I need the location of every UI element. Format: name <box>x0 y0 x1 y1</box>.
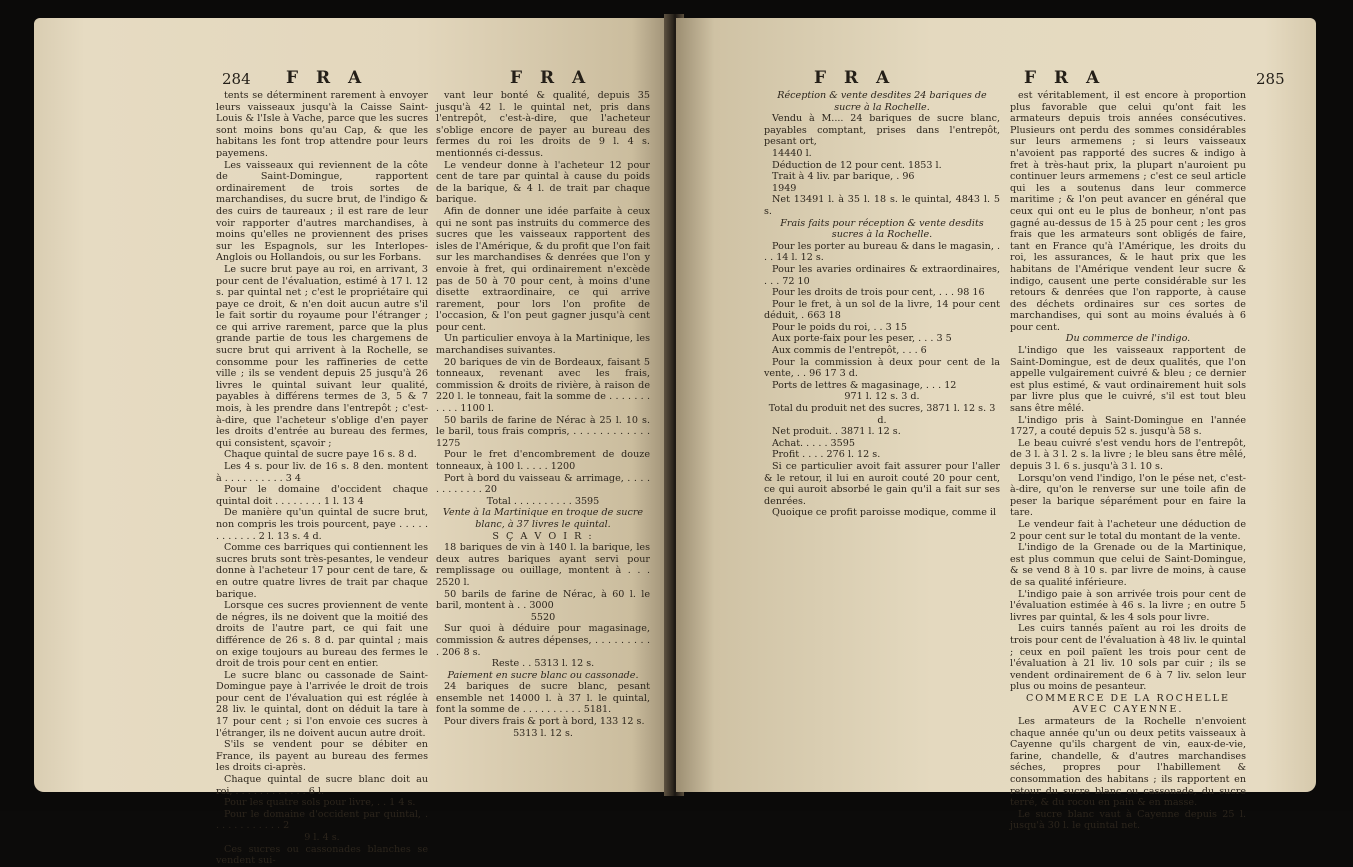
text-line: 14440 l. <box>772 147 812 159</box>
text-line: Lorsque ces sucres proviennent de vente de négres, ils ne doivent que la moitié des droits de l'autre part, ce qui fait une différence de 26 s. 8 d. par quintal ; mais on exige toujours au bureau des fermes le droit de trois pour cent en entier. <box>216 600 428 670</box>
text-line: Vendu à M.... 24 bariques de sucre blanc, payables comptant, prises dans l'entrepôt, pesant ort, <box>764 113 1000 148</box>
text-line: Un particulier envoya à la Martinique, les marchandises suivantes. <box>436 333 650 357</box>
text-line: 5313 l. 12 s. <box>513 727 573 739</box>
text-line: Pour le fret, à un sol de la livre, 14 pour cent déduit, . 663 18 <box>764 298 1000 322</box>
text-line: Profit . . . . 276 l. 12 s. <box>772 449 881 461</box>
text-line: Pour le fret d'encombrement de douze tonneaux, à 100 l. . . . . 1200 <box>436 449 650 472</box>
text-line: Net 13491 l. à 35 l. 18 s. le quintal, 4843 l. 5 s. <box>764 194 1000 217</box>
text-line: Chaque quintal de sucre paye 16 s. 8 d. <box>224 449 417 461</box>
text-line: 50 barils de farine de Nérac à 25 l. 10 s. le baril, tous frais compris, . . . . . . . . . . . . 1275 <box>436 414 650 449</box>
text-line: Sur quoi à déduire pour magasinage, commission & autres dépenses, . . . . . . . . . . 206 8 s. <box>436 623 650 658</box>
text-line: Pour les droits de trois pour cent, . . . 98 16 <box>772 287 985 299</box>
text-line: Le vendeur donne à l'acheteur 12 pour cent de tare par quintal à cause du poids de la barique, & 4 l. de trait par chaque barique. <box>436 159 650 206</box>
text-line: Le sucre blanc vaut à Cayenne depuis 25 l. jusqu'à 30 l. le quintal net. <box>1010 808 1246 832</box>
text-line: Les cuirs tannés païent au roi les droits de trois pour cent de l'évaluation à 48 liv. le quintal ; ceux en poil païent les trois pour cent de l'évaluation à 21 liv. 10 sols par cuir ; ils se vendent ordinairement de 6 à 7 liv. selon leur plus ou moins de pesanteur. <box>1010 623 1246 693</box>
text-line: Net produit. . 3871 l. 12 s. <box>772 426 901 438</box>
text-line: Trait à 4 liv. par barique, . 96 <box>772 171 915 183</box>
left-page-column-2 <box>436 90 650 739</box>
left-page <box>34 18 670 867</box>
text-line: Les armateurs de la Rochelle n'envoient chaque année qu'un ou deux petits vaisseaux à Cayenne qu'ils chargent de vin, eaux-de-vie, farine, chandelle, & d'autres marchandises séches, propres pour l'habillement & consommation des habitans ; ils rapportent en retour du sucre blanc ou cassonade, du sucre terré, & du rocou en pain & en masse. <box>1010 716 1246 809</box>
right-page-column-1 <box>764 90 1000 519</box>
left-page-column-1 <box>216 90 428 867</box>
text-line: Lorsqu'on vend l'indigo, l'on le pése net, c'est-à-dire, qu'on le renverse sur une toile afin de peser la barique séparément pour en faire la tare. <box>1010 472 1246 519</box>
text-line: Le sucre blanc ou cassonade de Saint-Domingue paye à l'arrivée le droit de trois pour cent de l'évaluation qui est réglée à 28 liv. le quintal, dont on déduit la tare à 17 pour cent ; si l'on envoie ces sucres à l'étranger, ils ne doivent aucun autre droit. <box>216 669 428 739</box>
text-line: est véritablement, il est encore à proportion plus favorable que celui qu'ont fait les armateurs depuis trois années consécutives. Plusieurs ont perdu des sommes considérables sur leurs armemens ; si leurs vaisseaux n'avoient pas rapporté des sucres & indigo à fret à très-haut prix, la plupart n'auroient pu continuer leurs armemens ; c'est ce seul article qui les a soutenus dans leur commerce maritime ; & l'on peut avancer en général que ceux qui ont eu le plus de bonheur, n'ont pas gagné au-dessus de 15 à 25 pour cent ; les gros frais que les armateurs sont obligés de faire, tant en France qu'à l'Amérique, les droits du roi, les assurances, & le haut prix que les habitans de l'Amérique vendent leur sucre & indigo, causent une perte considérable sur les retours & denrées que l'on rapporte, à cause des déchets ordinaires sur ces sortes de marchandises, qui sont au moins évalués à 6 pour cent. <box>1010 90 1246 333</box>
text-line: Pour les avaries ordinaires & extraordinaires, . . . 72 10 <box>764 263 1000 287</box>
text-line: L'indigo que les vaisseaux rapportent de Saint-Domingue, est de deux qualités, que l'on appelle vulgairement cuivré & bleu ; ce dernier est plus estimé, & vaut ordinairement huit sols par livre plus que le cuivré, s'il est tout bleu sans être mêlé. <box>1010 345 1246 415</box>
text-line: Ces sucres ou cassonades blanches se vendent sui- <box>216 843 428 867</box>
text-line: Paiement en sucre blanc ou cassonade. <box>447 669 639 681</box>
text-line: Achat. . . . . 3595 <box>772 437 855 449</box>
text-line: 9 l. 4 s. <box>304 832 340 843</box>
right-page <box>676 18 1316 832</box>
text-line: Le vendeur fait à l'acheteur une déduction de 2 pour cent sur le total du montant de la vente. <box>1010 518 1246 542</box>
header-right-col1: F R A <box>814 68 896 88</box>
text-line: Aux porte-faix pour les peser, . . . 3 5 <box>772 333 952 345</box>
text-line: Reste . . 5313 l. 12 s. <box>491 658 595 670</box>
text-line: vant leur bonté & qualité, depuis 35 jusqu'à 42 l. le quintal net, pris dans l'entrepôt, c'est-à-dire, que l'acheteur s'oblige encore de payer au bureau des fermes du roi les droits de 9 l. 4 s. mentionnés ci-dessus. <box>436 90 650 159</box>
text-line: Déduction de 12 pour cent. 1853 l. <box>772 159 942 171</box>
text-line: Réception & vente desdites 24 bariques de sucre à la Rochelle. <box>777 90 987 113</box>
text-line: Pour les porter au bureau & dans le magasin, . . . 14 l. 12 s. <box>764 240 1000 264</box>
text-line: Chaque quintal de sucre blanc doit au roi, . . . . . . . . . . . . 6 l. <box>216 774 428 797</box>
header-left-col1: F R A <box>286 68 368 88</box>
text-line: Total du produit net des sucres, 3871 l. 12 s. 3 d. <box>768 403 996 426</box>
text-line: Le beau cuivré s'est vendu hors de l'entrepôt, de 3 l. à 3 l. 2 s. la livre ; le bleu sans être mêlé, depuis 3 l. 6 s. jusqu'à 3 l. 10 s. <box>1010 437 1246 472</box>
page-number-right: 285 <box>1256 70 1285 88</box>
text-line: Le sucre brut paye au roi, en arrivant, 3 pour cent de l'évaluation, estimé à 17 l. 12 s. par quintal net ; c'est le propriétaire qui paye ce droit, & n'en doit aucun autre s'il le fait sortir du royaume pour l'étranger ; ce qui arrive rarement, parce que la plus grande partie de tous les chargemens de sucre brut qui arrivent à la Rochelle, se consomme pour les raffineries de cette ville ; ils se vendent depuis 25 jusqu'à 26 livres le quintal suivant leur qualité, payables à différens termes de 3, 5 & 7 mois, à les prendre dans l'entrepôt ; c'est-à-dire, que l'acheteur s'oblige d'en payer les droits d'entrée au bureau des fermes, qui consistent, sçavoir ; <box>216 263 428 449</box>
right-page-column-2 <box>1010 90 1246 832</box>
text-line: Frais faits pour réception & vente desdits sucres à la Rochelle. <box>780 217 984 241</box>
text-line: tents se déterminent rarement à envoyer leurs vaisseaux jusqu'à la Caisse Saint-Louis & l'Isle à Vache, parce que les sucres sont moins bons qu'au Cap, & que les habitans les font trop attendre pour leurs payemens. <box>216 90 428 159</box>
header-left-col2: F R A <box>510 68 592 88</box>
text-line: Pour le domaine d'occident chaque quintal doit . . . . . . . . 1 l. 13 4 <box>216 484 428 507</box>
text-line: L'indigo de la Grenade ou de la Martinique, est plus commun que celui de Saint-Domingue, & se vend 8 à 10 s. par livre de moins, à cause de sa qualité inférieure. <box>1010 542 1246 588</box>
text-line: Les 4 s. pour liv. de 16 s. 8 den. montent à . . . . . . . . . . 3 4 <box>216 461 428 484</box>
text-line: Quoique ce profit paroisse modique, comme il <box>772 507 997 519</box>
text-line: Comme ces barriques qui contiennent les sucres bruts sont très-pesantes, le vendeur donne à l'acheteur 17 pour cent de tare, & en outre quatre livres de trait par chaque barique. <box>216 542 428 600</box>
text-line: 24 bariques de sucre blanc, pesant ensemble net 14000 l. à 37 l. le quintal, font la somme de . . . . . . . . . . 5181. <box>436 681 650 716</box>
text-line: Les vaisseaux qui reviennent de la côte de Saint-Domingue, rapportent ordinairement de trois sortes de marchandises, du sucre brut, de l'indigo & des cuirs de taureaux ; il est rare de leur voir rapporter d'autres marchandises, à moins qu'elles ne proviennent des prises sur les Espagnols, sur les Interlopes-Anglois ou Hollandois, ou sur les Forbans. <box>216 159 428 264</box>
text-line: Pour la commission à deux pour cent de la vente, . . 96 17 3 d. <box>764 356 1000 380</box>
text-line: 5520 <box>530 611 556 623</box>
text-line: De manière qu'un quintal de sucre brut, non compris les trois pourcent, paye . . . . . . . . . . . . 2 l. 13 s. 4 d. <box>216 507 428 542</box>
text-line: Pour divers frais & port à bord, 133 12 s. <box>444 716 645 728</box>
text-line: Vente à la Martinique en troque de sucre blanc, à 37 livres le quintal. <box>442 507 644 530</box>
header-right-col2: F R A <box>1024 68 1106 88</box>
text-line: COMMERCE DE LA ROCHELLE AVEC CAYENNE. <box>1025 692 1231 716</box>
text-line: Afin de donner une idée parfaite à ceux qui ne sont pas instruits du commerce des sucres que les vaisseaux rapportent des isles de l'Amérique, & du profit que l'on fait sur les marchandises & denrées que l'on y envoie à fret, qui ordinairement n'excède pas de 50 à 70 pour cent, à moins d'une disette extraordinaire, ce qui arrive rarement, pour lors l'on profite de l'occasion, & l'on peut gagner jusqu'à cent pour cent. <box>436 205 650 333</box>
text-line: Pour le domaine d'occident par quintal, . . . . . . . . . . . . 2 <box>216 808 428 832</box>
text-line: Ports de lettres & magasinage, . . . 12 <box>772 379 957 391</box>
text-line: Pour le poids du roi, . . 3 15 <box>772 321 908 333</box>
text-line: Si ce particulier avoit fait assurer pour l'aller & le retour, il lui en auroit couté 20 pour cent, ce qui auroit absorbé le gain qu'il a fait sur ses denrées. <box>764 461 1000 507</box>
text-line: 50 barils de farine de Nérac, à 60 l. le baril, montent à . . 3000 <box>436 588 650 612</box>
text-line: Pour les quatre sols pour livre, . . 1 4 s. <box>224 797 416 809</box>
text-line: L'indigo paie à son arrivée trois pour cent de l'évaluation estimée à 46 s. la livre ; en outre 5 livres par quintal, & les 4 sols pour livre. <box>1010 588 1246 623</box>
text-line: 971 l. 12 s. 3 d. <box>844 391 920 403</box>
text-line: Total . . . . . . . . . . 3595 <box>486 495 600 507</box>
text-line: Aux commis de l'entrepôt, . . . 6 <box>772 345 927 357</box>
page-number-left: 284 <box>222 70 251 88</box>
text-line: S'ils se vendent pour se débiter en France, ils payent au bureau des fermes les droits ci-après. <box>216 739 428 774</box>
text-line: 1949 <box>772 182 797 194</box>
text-line: L'indigo pris à Saint-Domingue en l'année 1727, a couté depuis 52 s. jusqu'à 58 s. <box>1010 414 1246 438</box>
text-line: 20 bariques de vin de Bordeaux, faisant 5 tonneaux, revenant avec les frais, commission & droits de rivière, à raison de 220 l. le tonneau, fait la somme de . . . . . . . . . . . 1100 l. <box>436 356 650 415</box>
text-line: Port à bord du vaisseau & arrimage, . . . . . . . . . . . . 20 <box>436 472 650 496</box>
text-line: S Ç A V O I R : <box>492 530 594 542</box>
text-line: Du commerce de l'indigo. <box>1065 333 1191 345</box>
text-line: 18 bariques de vin à 140 l. la barique, les deux autres bariques ayant servi pour remplissage ou ouillage, montent à . . . 2520 l. <box>436 542 650 588</box>
